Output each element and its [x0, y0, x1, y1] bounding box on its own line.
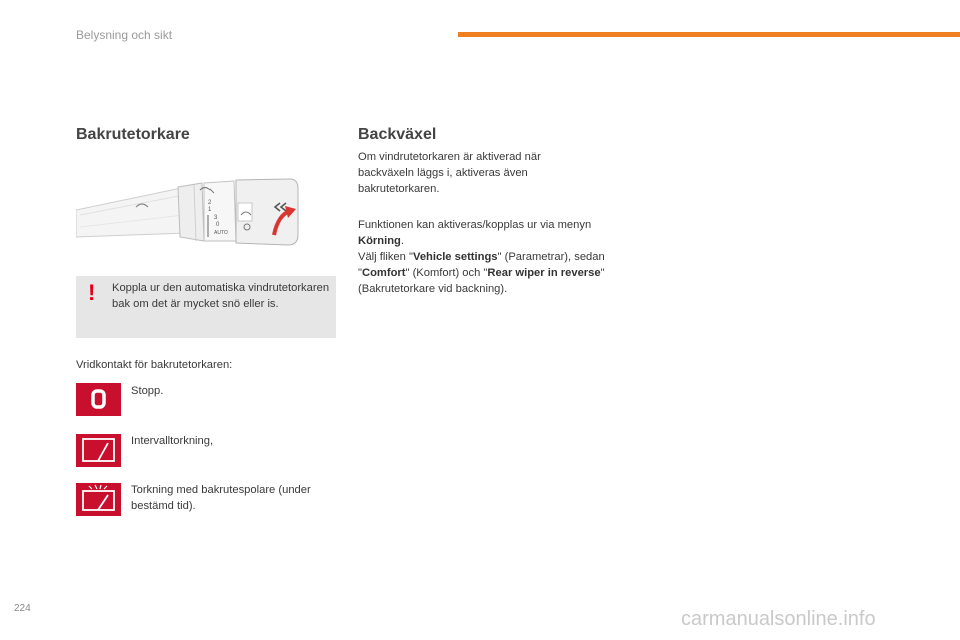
- stalk-label-auto: AUTO: [214, 230, 228, 236]
- para2-text-3: Välj fliken ": [358, 251, 413, 263]
- warning-exclamation-icon: !: [88, 280, 96, 305]
- stalk-label-3: 3: [214, 215, 218, 221]
- reverse-gear-heading: Backväxel: [358, 126, 437, 143]
- para2-text-5: " (Komfort) och ": [405, 267, 488, 279]
- position-interval-label: Intervalltorkning,: [131, 435, 214, 447]
- para2-text-2: .: [400, 235, 404, 247]
- page-number: 224: [14, 603, 31, 614]
- comfort-name: Comfort: [361, 267, 406, 279]
- para2-text-6: " (Bakrutetorkare vid backning).: [358, 267, 605, 295]
- warning-text: Koppla ur den automatiska vindrutetorkaren bak om det är mycket snö eller is.: [112, 282, 330, 310]
- para2-text-1: Funktionen kan aktiveras/kopplas ur via menyn: [358, 219, 592, 231]
- rear-wiper-washer-icon: [76, 483, 121, 516]
- para2-text-4: " (Parametrar), sedan ": [358, 251, 605, 279]
- switch-intro: Vridkontakt för bakrutetorkaren:: [76, 359, 233, 371]
- stalk-label-2: 2: [208, 200, 212, 206]
- rear-wiper-option-name: Rear wiper in reverse: [487, 267, 601, 279]
- reverse-para-1: Om vindrutetorkaren är aktiverad när backväxeln läggs i, aktiveras även bakrutetorkaren.: [358, 151, 541, 195]
- stalk-label-1: 1: [208, 207, 212, 213]
- header-accent-bar: [458, 32, 960, 37]
- wiper-stalk-illustration: [76, 175, 306, 255]
- stalk-label-0: 0: [216, 222, 220, 228]
- position-washer-label: Torkning med bakrutespolare (under bestämd tid).: [131, 484, 311, 512]
- reverse-para-2: [358, 217, 626, 297]
- watermark: carmanualsonline.info: [681, 608, 876, 630]
- position-stop-label: Stopp.: [131, 385, 164, 397]
- tab-name: Vehicle settings: [412, 251, 498, 263]
- section-title: Belysning och sikt: [76, 28, 173, 42]
- rear-wiper-icon: [76, 434, 121, 467]
- wiper-stalk-svg: [76, 175, 306, 250]
- menu-name: Körning: [358, 235, 401, 247]
- rear-wiper-heading: Bakrutetorkare: [76, 126, 190, 143]
- zero-position-icon: [76, 383, 121, 416]
